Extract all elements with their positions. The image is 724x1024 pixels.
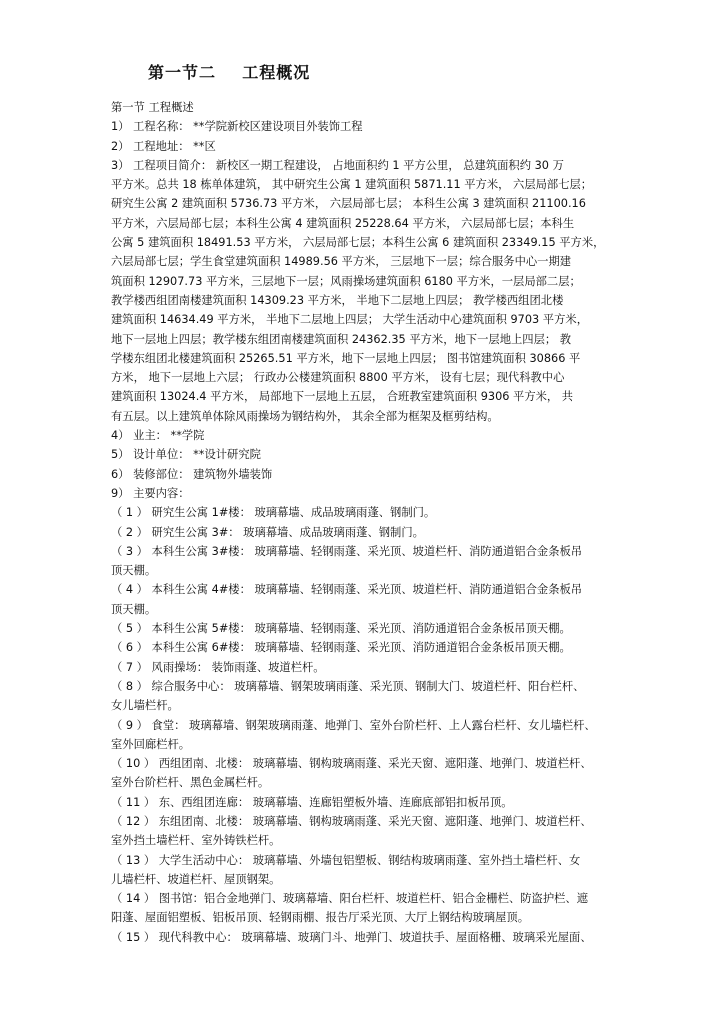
text-line: 阳蓬、屋面铝塑板、铝板吊顶、轻钢雨棚、报告厅采光顶、大厅上钢结构玻璃屋顶。 bbox=[111, 911, 529, 925]
text-line: 第一节 工程概述 bbox=[111, 101, 194, 114]
text-line: 室外台阶栏杆、黑色金属栏杆。 bbox=[111, 776, 270, 790]
text-line: 6） 装修部位： 建筑物外墙装饰 bbox=[111, 467, 273, 481]
text-line: 儿墙栏杆、坡道栏杆、屋顶钢架。 bbox=[111, 872, 281, 886]
section-title: 第一节二 工程概况 bbox=[148, 63, 311, 82]
text-line: 地下一层地上四层；教学楼东组团南楼建筑面积 24362.35 平方米，地下一层地上四层； 教 bbox=[111, 332, 572, 346]
text-line: 1） 工程名称： **学院新校区建设项目外装饰工程 bbox=[111, 120, 363, 134]
text-line: 顶天棚。 bbox=[111, 602, 157, 616]
text-line: （ 9 ） 食堂： 玻璃幕墙、钢架玻璃雨蓬、地弹门、室外台阶栏杆、上人露台栏杆、女儿墙栏杆、 bbox=[111, 718, 596, 732]
text-line: 建筑面积 14634.49 平方米， 半地下二层地上四层； 大学生活动中心建筑面积 9703 平方米， bbox=[111, 313, 588, 327]
text-line: （ 3 ） 本科生公寓 3#楼： 玻璃幕墙、轻钢雨蓬、采光顶、坡道栏杆、消防通道铝合金条板吊 bbox=[111, 544, 583, 558]
text-line: 研究生公寓 2 建筑面积 5736.73 平方米， 六层局部七层； 本科生公寓 3 建筑面积 21100.16 bbox=[111, 197, 586, 211]
text-line: 女儿墙栏杆。 bbox=[111, 699, 179, 713]
text-line: 学楼东组团北楼建筑面积 25265.51 平方米，地下一层地上四层； 图书馆建筑面积 30866 平 bbox=[111, 351, 581, 365]
text-line: （ 8 ） 综合服务中心： 玻璃幕墙、钢架玻璃雨蓬、采光顶、钢制大门、坡道栏杆、阳台栏杆、 bbox=[111, 679, 585, 693]
text-line: （ 7 ） 风雨操场： 装饰雨蓬、坡道栏杆。 bbox=[111, 660, 325, 674]
text-line: （ 10 ） 西组团南、北楼： 玻璃幕墙、钢构玻璃雨蓬、采光天窗、遮阳蓬、地弹门、坡道栏杆、 bbox=[111, 757, 592, 771]
text-line: 2） 工程地址： **区 bbox=[111, 139, 216, 153]
text-line: 平方米，六层局部七层；本科生公寓 4 建筑面积 25228.64 平方米， 六层局部七层；本科生 bbox=[111, 216, 575, 230]
text-line: （ 14 ） 图书馆：铝合金地弹门、玻璃幕墙、阳台栏杆、坡道栏杆、铝合金栅栏、防盗护栏、遮 bbox=[111, 892, 589, 906]
text-line: 有五层。以上建筑单体除风雨操场为钢结构外， 其余全部为框架及框剪结构。 bbox=[111, 409, 499, 423]
text-line: （ 4 ） 本科生公寓 4#楼： 玻璃幕墙、轻钢雨蓬、采光顶、坡道栏杆、消防通道铝合金条板吊 bbox=[111, 583, 583, 597]
body-text bbox=[111, 98, 621, 947]
text-line: 室外回廊栏杆。 bbox=[111, 737, 191, 751]
text-line: 筑面积 12907.73 平方米，三层地下一层；风雨操场建筑面积 6180 平方米，一层局部二层； bbox=[111, 274, 581, 288]
text-line: 9） 主要内容： bbox=[111, 486, 190, 500]
text-line: （ 2 ） 研究生公寓 3#： 玻璃幕墙、成品玻璃雨蓬、钢制门。 bbox=[111, 525, 424, 539]
text-line: 3） 工程项目简介： 新校区一期工程建设， 占地面积约 1 平方公里， 总建筑面积约 30 万 bbox=[111, 158, 564, 172]
text-line: （ 15 ） 现代科教中心： 玻璃幕墙、玻璃门斗、地弹门、坡道扶手、屋面格栅、玻璃采光屋面、 bbox=[111, 930, 592, 944]
text-line: 六层局部七层；学生食堂建筑面积 14989.56 平方米， 三层地下一层；综合服务中心一期建 bbox=[111, 255, 572, 269]
text-line: 平方米。总共 18 栋单体建筑， 其中研究生公寓 1 建筑面积 5871.11 平方米， 六层局部七层； bbox=[111, 178, 593, 192]
text-line: （ 6 ） 本科生公寓 6#楼： 玻璃幕墙、轻钢雨蓬、采光顶、消防通道铝合金条板吊顶天棚。 bbox=[111, 641, 571, 655]
text-line: 公寓 5 建筑面积 18491.53 平方米， 六层局部七层；本科生公寓 6 建筑面积 23349.15 平方米， bbox=[111, 236, 605, 250]
text-line: （ 5 ） 本科生公寓 5#楼： 玻璃幕墙、轻钢雨蓬、采光顶、消防通道铝合金条板吊顶天棚。 bbox=[111, 622, 571, 636]
text-line: （ 1 ） 研究生公寓 1#楼： 玻璃幕墙、成品玻璃雨蓬、钢制门。 bbox=[111, 506, 436, 520]
text-line: 顶天棚。 bbox=[111, 564, 157, 578]
text-line: 建筑面积 13024.4 平方米， 局部地下一层地上五层， 合班教室建筑面积 9306 平方米， 共 bbox=[111, 390, 574, 404]
text-line: （ 12 ） 东组团南、北楼： 玻璃幕墙、钢构玻璃雨蓬、采光天窗、遮阳蓬、地弹门、坡道栏杆、 bbox=[111, 814, 592, 828]
text-line: 5） 设计单位： **设计研究院 bbox=[111, 448, 261, 462]
text-line: 教学楼西组团南楼建筑面积 14309.23 平方米， 半地下二层地上四层； 教学楼西组团北楼 bbox=[111, 293, 564, 307]
text-line: （ 13 ） 大学生活动中心： 玻璃幕墙、外墙包铝塑板、钢结构玻璃雨蓬、室外挡土墙栏杆、女 bbox=[111, 853, 581, 867]
text-line: （ 11 ） 东、西组团连廊： 玻璃幕墙、连廊铝塑板外墙、连廊底部铝扣板吊顶。 bbox=[111, 795, 513, 809]
text-line: 室外挡土墙栏杆、室外铸铁栏杆。 bbox=[111, 834, 281, 848]
text-line: 4） 业主： **学院 bbox=[111, 429, 205, 443]
text-line: 方米， 地下一层地上六层； 行政办公楼建筑面积 8800 平方米， 设有七层；现代科教中心 bbox=[111, 371, 565, 385]
